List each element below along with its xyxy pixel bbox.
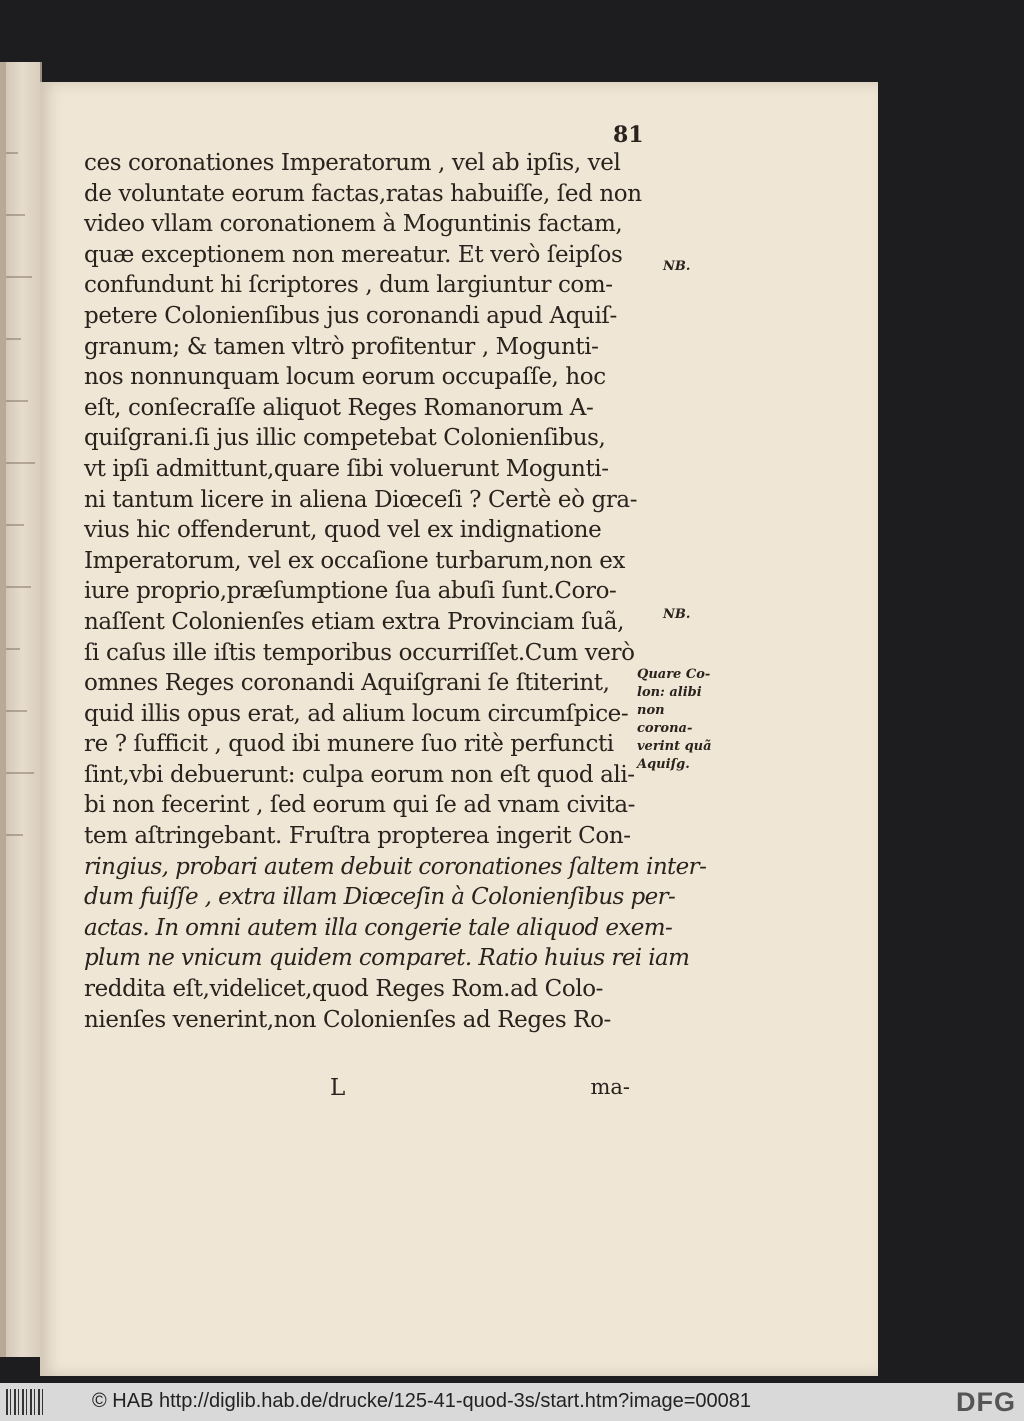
text-line: de voluntate eorum factas,ratas habuiſſe, ſed non — [84, 180, 642, 207]
marginal-note-nb: NB. — [663, 259, 691, 274]
text-line: petere Colonienſibus jus coronandi apud Aquiſ- — [84, 302, 617, 329]
copyright-url[interactable]: © HAB http://diglib.hab.de/drucke/125-41-quod-3s/start.htm?image=00081 — [92, 1390, 752, 1412]
adjacent-page-edge — [0, 62, 42, 1357]
side-note-line: lon: alibi — [637, 685, 702, 700]
side-note-line: verint quã — [637, 739, 712, 754]
text-line: nos nonnunquam locum eorum occupaſſe, hoc — [84, 364, 606, 391]
page-foot — [84, 1075, 644, 1105]
text-line: re ? ſufficit , quod ibi munere ſuo ritè perfuncti — [84, 731, 614, 758]
text-line: omnes Reges coronandi Aquiſgrani ſe ſtiterint, — [84, 670, 610, 697]
text-line: bi non fecerint , ſed eorum qui ſe ad vnam civita- — [84, 792, 636, 819]
text-line: naſſent Colonienſes etiam extra Provinciam ſuã, — [84, 608, 624, 635]
barcode-icon — [6, 1389, 46, 1415]
text-line: actas. In omni autem illa congerie tale aliquod exem- — [84, 914, 673, 941]
ink-bleed-mark — [4, 524, 24, 526]
page-edge-shadow — [0, 62, 6, 1357]
ink-bleed-mark — [4, 152, 18, 154]
catchword: ma- — [590, 1075, 630, 1099]
text-line: quiſgrani.ſi jus illic competebat Colonienſibus, — [84, 425, 606, 452]
ink-bleed-mark — [4, 772, 34, 774]
text-line: dum fuiſſe , extra illam Diœceſin à Colonienſibus per- — [84, 884, 676, 911]
text-line: quid illis opus erat, ad alium locum circumſpice- — [84, 700, 629, 727]
ink-bleed-mark — [4, 462, 35, 464]
text-line: iure proprio,præſumptione ſua abuſi ſunt.Coro- — [84, 578, 617, 605]
text-line: ni tantum licere in aliena Diœceſi ? Certè eò gra- — [84, 486, 638, 513]
text-line: ſint,vbi debuerunt: culpa eorum non eſt quod ali- — [84, 761, 635, 788]
text-line: tem aſtringebant. Fruſtra propterea ingerit Con- — [84, 823, 631, 850]
text-line: nienſes venerint,non Colonienſes ad Reges Ro- — [84, 1006, 611, 1033]
text-line: confundunt hi ſcriptores , dum largiuntur com- — [84, 272, 613, 299]
marginal-note-nb: NB. — [663, 607, 691, 622]
text-line: vt ipſi admittunt,quare ſibi voluerunt Mogunti- — [84, 455, 609, 482]
ink-bleed-mark — [4, 648, 20, 650]
text-line: reddita eſt,videlicet,quod Reges Rom.ad Colo- — [84, 976, 604, 1003]
ink-bleed-mark — [4, 214, 25, 216]
footer-bar — [0, 1383, 1024, 1421]
text-line: ces coronationes Imperatorum , vel ab ipſis, vel — [84, 150, 621, 176]
marginal-side-note — [637, 666, 717, 774]
text-line: quæ exceptionem non mereatur. Et verò ſeipſos — [84, 241, 623, 268]
ink-bleed-mark — [4, 338, 21, 340]
text-line: vius hic offenderunt, quod vel ex indignatione — [84, 517, 602, 544]
dfg-logo: DFG — [956, 1387, 1016, 1417]
text-line: ringius, probari autem debuit coronationes ſaltem inter- — [84, 853, 707, 880]
text-line: eſt, conſecraſſe aliquot Reges Romanorum A- — [84, 394, 594, 421]
text-line: granum; & tamen vltrò profitentur , Mogunti- — [84, 333, 599, 360]
side-note-line: Aquiſg. — [637, 757, 690, 772]
side-note-line: non corona- — [637, 703, 693, 736]
ink-bleed-mark — [4, 400, 28, 402]
text-line: video vllam coronationem à Moguntinis factam, — [84, 211, 623, 238]
side-note-line: Quare Co- — [637, 667, 711, 682]
text-line: ſi caſus ille iſtis temporibus occurriſſet.Cum verò — [84, 639, 635, 666]
text-line: Imperatorum, vel ex occaſione turbarum,non ex — [84, 547, 625, 574]
ink-bleed-mark — [4, 834, 23, 836]
text-line: plum ne vnicum quidem comparet. Ratio huius rei iam — [84, 945, 690, 972]
ink-bleed-mark — [4, 710, 27, 712]
signature-mark: L — [330, 1075, 346, 1101]
ink-bleed-mark — [4, 276, 32, 278]
page-number: 81 — [613, 122, 644, 148]
ink-bleed-mark — [4, 586, 31, 588]
